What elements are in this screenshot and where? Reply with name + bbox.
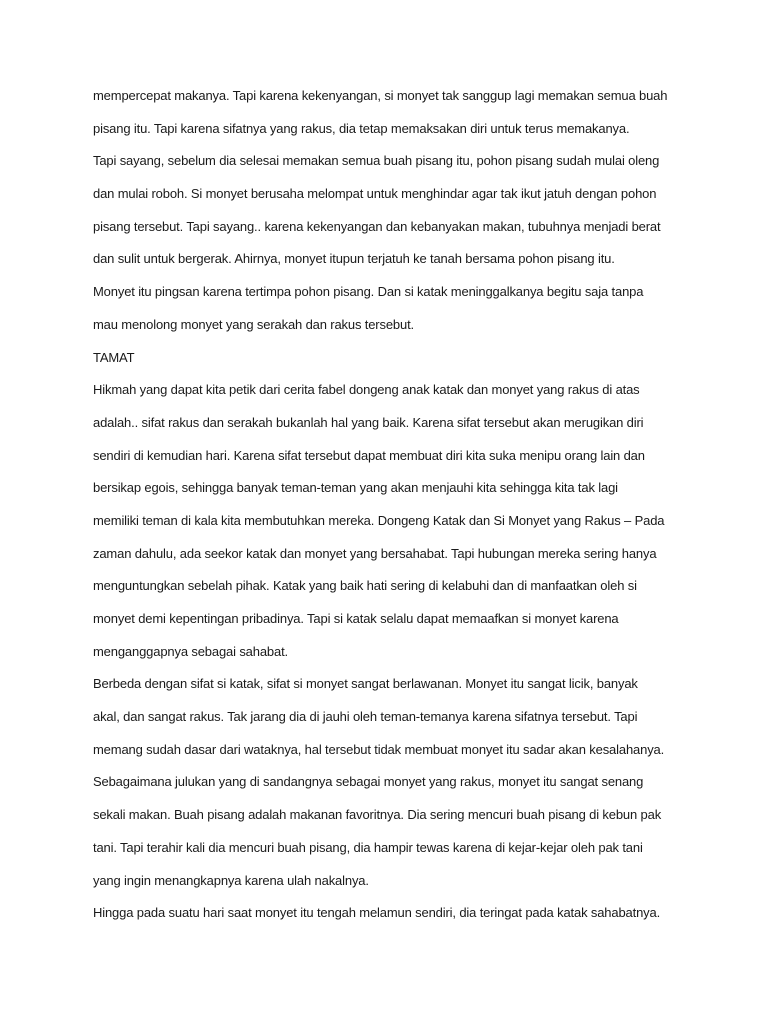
text-line: pisang tersebut. Tapi sayang.. karena kekenyangan dan kebanyakan makan, tubuhnya menjadi berat	[93, 218, 661, 234]
text-line: sekali makan. Buah pisang adalah makanan favoritnya. Dia sering mencuri buah pisang di kebun pak	[93, 807, 662, 823]
text-line: bersikap egois, sehingga banyak teman-teman yang akan menjauhi kita sehingga kita tak lagi	[93, 480, 618, 496]
text-line: Monyet itu pingsan karena tertimpa pohon pisang. Dan si katak meninggalkanya begitu saja tanpa	[93, 284, 644, 300]
text-line: Hikmah yang dapat kita petik dari cerita fabel dongeng anak katak dan monyet yang rakus di atas	[93, 382, 640, 398]
text-line: mempercepat makanya. Tapi karena kekenyangan, si monyet tak sanggup lagi memakan semua buah	[93, 88, 668, 103]
text-line: menganggapnya sebagai sahabat.	[93, 643, 288, 659]
text-line: dan mulai roboh. Si monyet berusaha melompat untuk menghindar agar tak ikut jatuh dengan pohon	[93, 186, 657, 202]
text-line: yang ingin menangkapnya karena ulah nakalnya.	[93, 872, 369, 888]
text-line: pisang itu. Tapi karena sifatnya yang rakus, dia tetap memaksakan diri untuk terus memakanya.	[93, 120, 630, 136]
text-line: Hingga pada suatu hari saat monyet itu tengah melamun sendiri, dia teringat pada katak sahabatnya.	[93, 905, 661, 921]
text-line: memang sudah dasar dari wataknya, hal tersebut tidak membuat monyet itu sadar akan kesalahanya.	[93, 741, 665, 757]
text-line: dan sulit untuk bergerak. Ahirnya, monyet itupun terjatuh ke tanah bersama pohon pisang itu.	[93, 251, 615, 267]
text-line: monyet demi kepentingan pribadinya. Tapi si katak selalu dapat memaafkan si monyet karena	[93, 611, 619, 626]
text-line: Berbeda dengan sifat si katak, sifat si monyet sangat berlawanan. Monyet itu sangat licik, banyak	[93, 676, 638, 692]
section-heading-tamat: TAMAT	[93, 349, 135, 365]
text-line: Tapi sayang, sebelum dia selesai memakan semua buah pisang itu, pohon pisang sudah mulai oleng	[93, 153, 660, 169]
text-line: sendiri di kemudian hari. Karena sifat tersebut dapat membuat diri kita suka menipu orang lain dan	[93, 447, 645, 463]
text-line: menguntungkan sebelah pihak. Katak yang baik hati sering di kelabuhi dan di manfaatkan oleh si	[93, 578, 637, 594]
text-line: mau menolong monyet yang serakah dan rakus tersebut.	[93, 316, 415, 332]
body-text	[93, 83, 693, 933]
text-line: tani. Tapi terahir kali dia mencuri buah pisang, dia hampir tewas karena di kejar-kejar oleh pak tani	[93, 839, 643, 855]
text-line: akal, dan sangat rakus. Tak jarang dia di jauhi oleh teman-temanya karena sifatnya tersebut. Tapi	[93, 709, 638, 725]
text-line: zaman dahulu, ada seekor katak dan monyet yang bersahabat. Tapi hubungan mereka sering hanya	[93, 545, 657, 561]
text-line: Sebagaimana julukan yang di sandangnya sebagai monyet yang rakus, monyet itu sangat senang	[93, 774, 644, 790]
text-line: memiliki teman di kala kita membutuhkan mereka. Dongeng Katak dan Si Monyet yang Rakus – Pada	[93, 512, 665, 528]
text-line: adalah.. sifat rakus dan serakah bukanlah hal yang baik. Karena sifat tersebut akan merugikan diri	[93, 414, 644, 430]
